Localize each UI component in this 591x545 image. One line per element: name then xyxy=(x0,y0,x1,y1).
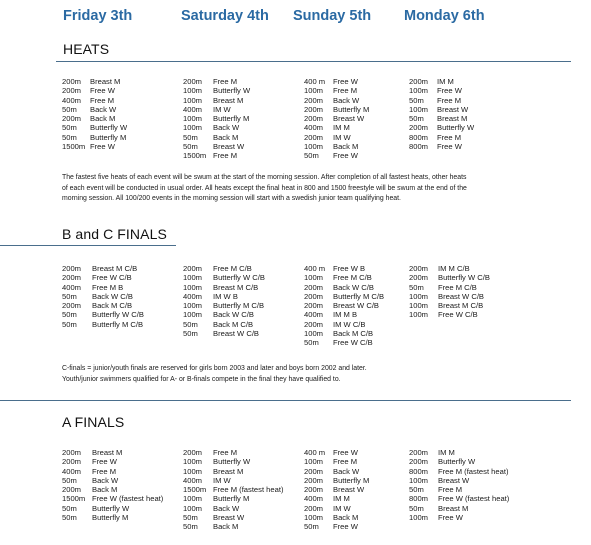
event-distance: 100m xyxy=(183,282,202,292)
event-distance: 100m xyxy=(183,457,202,467)
event-name: Butterfly W xyxy=(92,503,130,513)
event-distance: 200m xyxy=(62,448,81,457)
event-distance: 200m xyxy=(183,264,202,273)
event-distance: 400m xyxy=(62,466,81,476)
event-name: Butterfly W C/B xyxy=(213,273,265,283)
event-distance: 50m xyxy=(409,282,424,292)
event-name: Back M xyxy=(90,114,116,124)
event-name: Butterfly M xyxy=(213,494,250,504)
event-distance: 200m xyxy=(409,77,428,86)
event-distance: 200m xyxy=(304,475,323,485)
event-distance: 200m xyxy=(304,104,323,114)
event-name: Free M xyxy=(333,86,358,96)
event-distance: 400m xyxy=(304,310,323,320)
event-name: Back W xyxy=(92,475,119,485)
event-distance: 100m xyxy=(183,466,202,476)
event-name: Free M C/B xyxy=(333,273,372,283)
event-name: Back M C/B xyxy=(213,319,254,329)
event-distance: 200m xyxy=(304,282,323,292)
event-distance: 400m xyxy=(304,494,323,504)
event-distance: 100m xyxy=(183,273,202,283)
event-distance: 200m xyxy=(62,114,81,124)
event-distance: 50m xyxy=(409,95,424,105)
event-distance: 200m xyxy=(304,291,323,301)
event-name: Free M xyxy=(90,95,115,105)
heats-note-line: The fastest five heats of each event will be swum at the start of the morning session. After completion of all fastest heats, other heats xyxy=(62,174,467,181)
event-name: Breast M xyxy=(90,77,121,86)
event-distance: 400m xyxy=(183,291,202,301)
day-saturday: Saturday 4th xyxy=(181,8,269,24)
event-name: Free W C/B xyxy=(92,273,132,283)
event-name: Free W (fastest heat) xyxy=(438,494,510,504)
event-distance: 800m xyxy=(409,142,428,152)
event-name: Free M xyxy=(437,132,462,142)
day-monday: Monday 6th xyxy=(404,8,485,24)
event-distance: 800m xyxy=(409,132,428,142)
event-distance: 200m xyxy=(183,77,202,86)
event-name: Back W xyxy=(213,123,240,133)
event-name: Free W B xyxy=(333,264,366,273)
bc-finals-divider xyxy=(0,245,176,246)
event-distance: 1500m xyxy=(62,142,86,152)
event-distance: 100m xyxy=(304,457,323,467)
event-distance: 50m xyxy=(62,319,77,329)
event-distance: 100m xyxy=(183,114,202,124)
event-name: Free W C/B xyxy=(438,310,478,320)
event-distance: 100m xyxy=(409,86,428,96)
event-name: Butterfly M xyxy=(213,114,250,124)
event-distance: 100m xyxy=(409,310,428,320)
event-name: Breast M C/B xyxy=(438,301,484,311)
event-distance: 100m xyxy=(183,95,202,105)
event-name: Free W xyxy=(90,142,115,152)
event-distance: 50m xyxy=(183,329,198,339)
event-distance: 100m xyxy=(304,329,323,339)
event-distance: 200m xyxy=(62,86,81,96)
event-name: Butterfly M xyxy=(90,132,127,142)
event-distance: 50m xyxy=(62,291,77,301)
event-name: Free W xyxy=(438,513,463,523)
event-distance: 50m xyxy=(62,513,77,523)
event-name: Back M C/B xyxy=(333,329,374,339)
event-name: Butterfly W xyxy=(90,123,128,133)
event-name: Breast M C/B xyxy=(213,282,259,292)
event-name: Free W xyxy=(437,142,462,152)
event-name: Breast W xyxy=(213,513,245,523)
event-name: Breast W xyxy=(333,114,365,124)
event-name: Breast M xyxy=(438,503,469,513)
event-distance: 50m xyxy=(304,338,319,348)
event-distance: 200m xyxy=(62,264,81,273)
event-distance: 50m xyxy=(183,319,198,329)
event-name: Back M C/B xyxy=(92,301,133,311)
day-friday: Friday 3th xyxy=(63,8,133,24)
bc-finals-note xyxy=(62,364,582,385)
event-name: Free W xyxy=(92,457,117,467)
event-name: IM W xyxy=(333,503,351,513)
event-name: Back M xyxy=(333,142,359,152)
event-distance: 200m xyxy=(409,273,428,283)
event-name: Breast W xyxy=(213,142,245,152)
event-name: Back M xyxy=(92,485,118,495)
event-distance: 400 m xyxy=(304,264,326,273)
event-distance: 200m xyxy=(304,485,323,495)
event-name: IM M xyxy=(333,494,350,504)
a-finals-title: A FINALS xyxy=(62,414,125,430)
event-distance: 100m xyxy=(183,503,202,513)
event-distance: 200m xyxy=(304,466,323,476)
event-distance: 100m xyxy=(183,310,202,320)
event-name: Butterfly W xyxy=(437,123,475,133)
event-name: Free M (fastest heat) xyxy=(438,466,509,476)
bc-finals-note-line: Youth/junior swimmers qualified for A- or B-finals compete in the final they have qualified to. xyxy=(62,375,341,383)
event-name: Back M xyxy=(213,522,239,532)
event-distance: 100m xyxy=(304,142,323,152)
event-name: IM W xyxy=(213,104,231,114)
event-distance: 200m xyxy=(304,503,323,513)
event-name: IM M xyxy=(438,448,455,457)
event-distance: 100m xyxy=(409,301,428,311)
event-name: Free M xyxy=(438,485,463,495)
event-distance: 50m xyxy=(409,503,424,513)
event-name: Free M xyxy=(437,95,462,105)
event-distance: 50m xyxy=(62,104,77,114)
event-name: Back W xyxy=(333,95,360,105)
event-name: Free W xyxy=(90,86,115,96)
event-distance: 1500m xyxy=(183,151,207,161)
event-distance: 100m xyxy=(183,123,202,133)
event-name: Free M xyxy=(213,151,238,161)
event-distance: 400m xyxy=(62,95,81,105)
event-name: Free M xyxy=(92,466,117,476)
event-name: Breast W xyxy=(333,485,365,495)
event-distance: 200m xyxy=(409,123,428,133)
event-name: Free M C/B xyxy=(438,282,477,292)
event-distance: 100m xyxy=(409,475,428,485)
event-name: Back W xyxy=(333,466,360,476)
event-name: Butterfly W xyxy=(213,86,251,96)
event-distance: 100m xyxy=(409,291,428,301)
event-name: Butterfly M xyxy=(333,475,370,485)
event-distance: 400m xyxy=(183,475,202,485)
event-distance: 50m xyxy=(62,310,77,320)
event-distance: 200m xyxy=(304,132,323,142)
event-name: Back W C/B xyxy=(92,291,133,301)
event-distance: 200m xyxy=(62,77,81,86)
event-distance: 1500m xyxy=(62,494,86,504)
event-name: IM M xyxy=(333,123,350,133)
event-distance: 100m xyxy=(183,86,202,96)
event-distance: 200m xyxy=(304,319,323,329)
event-distance: 200m xyxy=(62,273,81,283)
event-distance: 50m xyxy=(304,522,319,532)
event-distance: 200m xyxy=(304,301,323,311)
event-name: Breast W C/B xyxy=(213,329,259,339)
event-name: Breast W C/B xyxy=(438,291,484,301)
event-name: IM M B xyxy=(333,310,358,320)
event-distance: 400m xyxy=(304,123,323,133)
event-name: Butterfly M xyxy=(333,104,370,114)
event-distance: 800m xyxy=(409,466,428,476)
event-name: IM W xyxy=(333,132,351,142)
bc-finals-note-line: C-finals = junior/youth finals are reserved for girls born 2003 and later and boys born 2002 and later. xyxy=(62,365,367,372)
heats-note xyxy=(62,173,582,205)
event-name: IM W B xyxy=(213,291,238,301)
event-name: Breast W xyxy=(437,104,469,114)
event-name: Breast M C/B xyxy=(92,264,138,273)
event-distance: 100m xyxy=(304,513,323,523)
event-distance: 400m xyxy=(183,104,202,114)
event-name: Free W xyxy=(333,151,358,161)
event-name: IM W xyxy=(213,475,231,485)
bc-finals-title: B and C FINALS xyxy=(62,226,167,242)
event-name: Free M B xyxy=(92,282,124,292)
event-name: Free M xyxy=(213,77,238,86)
event-name: Free M xyxy=(213,448,238,457)
heats-note-line: morning session. All 100/200 events in the morning session will start with a swedish junior team qualifying heat. xyxy=(62,195,401,202)
event-distance: 200m xyxy=(62,457,81,467)
event-name: Butterfly M C/B xyxy=(213,301,265,311)
event-name: Butterfly M xyxy=(92,513,129,523)
event-name: Butterfly W xyxy=(438,457,476,467)
event-name: Breast W C/B xyxy=(333,301,379,311)
event-distance: 100m xyxy=(409,513,428,523)
event-name: Free W xyxy=(437,86,462,96)
day-header-row xyxy=(0,8,591,30)
event-distance: 200m xyxy=(183,448,202,457)
event-name: Free M (fastest heat) xyxy=(213,485,284,495)
event-distance: 400 m xyxy=(304,77,326,86)
event-distance: 100m xyxy=(304,273,323,283)
event-name: Back W C/B xyxy=(213,310,254,320)
event-distance: 200m xyxy=(409,264,428,273)
event-name: Butterfly W C/B xyxy=(438,273,490,283)
event-distance: 200m xyxy=(304,114,323,124)
event-name: Free W (fastest heat) xyxy=(92,494,164,504)
day-sunday: Sunday 5th xyxy=(293,8,372,24)
event-name: Back W xyxy=(213,503,240,513)
event-name: IM W C/B xyxy=(333,319,366,329)
heats-title: HEATS xyxy=(63,41,110,57)
event-name: Free M xyxy=(333,457,358,467)
event-name: Breast W xyxy=(438,475,470,485)
event-distance: 200m xyxy=(62,301,81,311)
event-distance: 50m xyxy=(62,475,77,485)
event-distance: 50m xyxy=(183,132,198,142)
event-distance: 50m xyxy=(62,123,77,133)
event-name: Butterfly W C/B xyxy=(92,310,144,320)
event-name: Back M xyxy=(333,513,359,523)
event-distance: 50m xyxy=(62,132,77,142)
event-name: Back W xyxy=(90,104,117,114)
event-name: Free W xyxy=(333,448,358,457)
event-distance: 1500m xyxy=(183,485,207,495)
event-distance: 100m xyxy=(304,86,323,96)
event-distance: 400 m xyxy=(304,448,326,457)
event-name: Breast M xyxy=(213,466,244,476)
event-distance: 50m xyxy=(62,503,77,513)
event-name: Butterfly M C/B xyxy=(333,291,385,301)
event-name: Free M C/B xyxy=(213,264,252,273)
event-distance: 100m xyxy=(183,494,202,504)
event-distance: 50m xyxy=(183,513,198,523)
event-distance: 50m xyxy=(183,522,198,532)
event-distance: 200m xyxy=(409,448,428,457)
event-name: Breast M xyxy=(437,114,468,124)
event-name: Free W C/B xyxy=(333,338,373,348)
event-distance: 800m xyxy=(409,494,428,504)
event-distance: 100m xyxy=(409,104,428,114)
event-name: Free W xyxy=(333,522,358,532)
a-finals-divider xyxy=(0,400,571,401)
event-distance: 50m xyxy=(409,485,424,495)
event-distance: 100m xyxy=(183,301,202,311)
event-distance: 50m xyxy=(304,151,319,161)
heats-note-line: of each event will be conducted in usual order. All heats except the final heat in 800 and 1500 freestyle will be swum at the end of the xyxy=(62,184,467,192)
event-name: Back W C/B xyxy=(333,282,374,292)
event-distance: 200m xyxy=(409,457,428,467)
event-name: Butterfly M C/B xyxy=(92,319,144,329)
event-name: Breast M xyxy=(92,448,123,457)
event-distance: 50m xyxy=(409,114,424,124)
event-name: Breast M xyxy=(213,95,244,105)
event-name: Free W xyxy=(333,77,358,86)
event-name: Butterfly W xyxy=(213,457,251,467)
event-name: IM M C/B xyxy=(438,264,470,273)
event-distance: 200m xyxy=(304,95,323,105)
event-name: IM M xyxy=(437,77,454,86)
heats-divider xyxy=(56,61,571,62)
event-name: Back M xyxy=(213,132,239,142)
event-distance: 200m xyxy=(62,485,81,495)
event-distance: 50m xyxy=(183,142,198,152)
event-distance: 400m xyxy=(62,282,81,292)
